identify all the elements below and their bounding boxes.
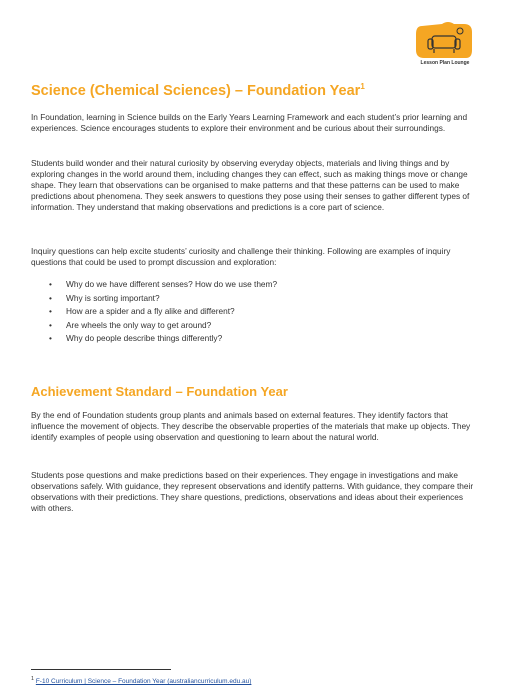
list-item-text: Are wheels the only way to get around? <box>66 319 212 330</box>
list-item <box>31 278 471 292</box>
footnote <box>31 676 251 685</box>
list-item <box>31 305 471 319</box>
intro-paragraph-3: Inquiry questions can help excite students’ curiosity and challenge their thinking. Following are examples of inquiry questions that could be used to prompt discussion and exploration: <box>31 246 451 267</box>
footnote-mark: 1 <box>31 676 35 682</box>
list-item-text: How are a spider and a fly alike and different? <box>66 306 235 316</box>
logo-text: Lesson Plan Lounge <box>420 60 470 66</box>
bullet-icon: • <box>49 292 52 303</box>
inquiry-questions-list <box>31 278 471 346</box>
bullet-icon: • <box>49 279 52 289</box>
title-footnote-mark[interactable]: 1 <box>360 82 365 91</box>
footnote-divider <box>31 669 171 670</box>
lesson-plan-lounge-logo-icon <box>414 20 474 64</box>
list-item-text: Why do we have different senses? How do we use them? <box>66 279 278 289</box>
list-item <box>31 332 471 346</box>
bullet-icon: • <box>49 306 52 316</box>
achievement-paragraph-1: By the end of Foundation students group plants and animals based on external features. They identify factors that influence the movement of objects. They describe the observable properties of the materials that make up objects. They identify examples of people using observation and questioning to learn about the natural world. <box>31 410 471 442</box>
bullet-icon: • <box>49 319 52 330</box>
page-title-text: Science (Chemical Sciences) – Foundation Year <box>31 82 361 99</box>
intro-paragraph-1: In Foundation, learning in Science builds on the Early Years Learning Framework and each student’s prior learning and experiences. Science encourages students to explore their environment and be curious about their surroundings. <box>31 112 468 133</box>
bullet-icon: • <box>49 333 52 343</box>
list-item <box>31 319 471 333</box>
footnote-link[interactable]: F-10 Curriculum | Science – Foundation Year (australiancurriculum.edu.au) <box>35 678 252 686</box>
achievement-heading: Achievement Standard – Foundation Year <box>31 384 288 399</box>
intro-paragraph-2: Students build wonder and their natural curiosity by observing everyday objects, materials and living things and by exploring changes in the world around them, including changes they can effect, such as making things move or change shape. They learn that observations can be organised to make patterns and that these patterns can be used to make predictions about phenomena. They seek answers to questions they pose using their senses to gather different types of information. They understand that making observations and predictions is a core part of science. <box>31 158 470 212</box>
page-title <box>31 82 365 99</box>
list-item-text: Why do people describe things differently? <box>66 333 223 343</box>
list-item-text: Why is sorting important? <box>66 292 160 303</box>
achievement-paragraph-2: Students pose questions and make predictions based on their experiences. They engage in investigations and make observations safely. With guidance, they represent observations and identify patterns. With guidance, they compare their observations with their predictions. They share questions, predictions, observations and ideas about their experiences with others. <box>31 470 474 513</box>
list-item <box>31 292 471 306</box>
